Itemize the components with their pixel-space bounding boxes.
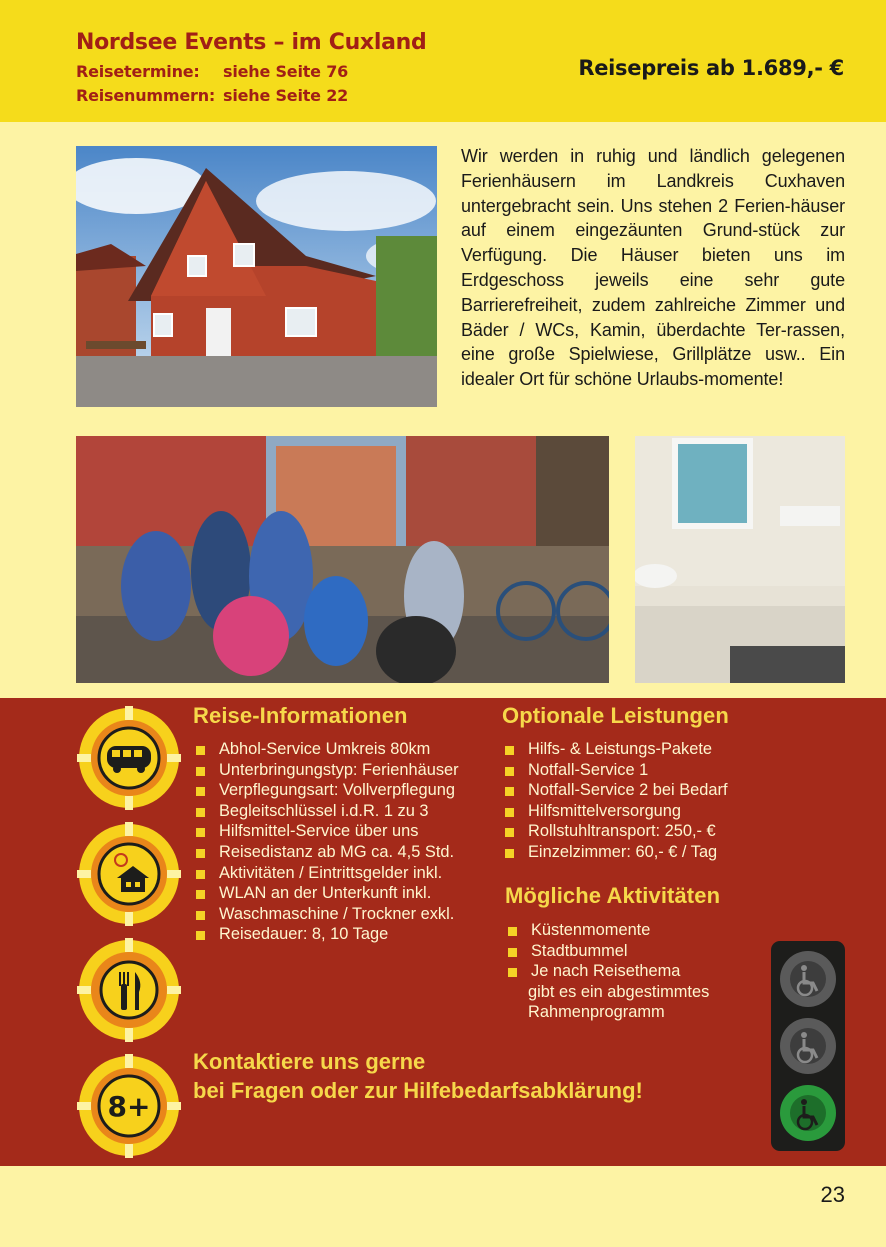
list-item: Hilfsmittel-Service über uns bbox=[196, 821, 459, 842]
bathroom-photo bbox=[635, 436, 845, 683]
list-item: Hilfsmittelversorgung bbox=[505, 801, 728, 822]
travel-dates-value: siehe Seite 76 bbox=[223, 62, 349, 81]
list-item: Einzelzimmer: 60,- € / Tag bbox=[505, 842, 728, 863]
list-item: Begleitschlüssel i.d.R. 1 zu 3 bbox=[196, 801, 459, 822]
list-item: Reisedistanz ab MG ca. 4,5 Std. bbox=[196, 842, 459, 863]
list-item: Je nach Reisethema bbox=[508, 961, 709, 982]
bus-icon bbox=[77, 706, 181, 810]
wheelchair-icon bbox=[780, 951, 836, 1007]
travel-dates-label: Reisetermine: bbox=[76, 62, 200, 81]
contact-message bbox=[193, 1047, 643, 1105]
age-icon bbox=[77, 1054, 181, 1158]
travel-numbers-value: siehe Seite 22 bbox=[223, 86, 349, 105]
activities-list bbox=[508, 920, 709, 1023]
list-item: Reisedauer: 8, 10 Tage bbox=[196, 924, 459, 945]
list-item: Abhol-Service Umkreis 80km bbox=[196, 739, 459, 760]
list-item: Küstenmomente bbox=[508, 920, 709, 941]
activities-title: Mögliche Aktivitäten bbox=[505, 883, 721, 908]
optional-title: Optionale Leistungen bbox=[502, 703, 729, 728]
page-title: Nordsee Events – im Cuxland bbox=[76, 30, 427, 55]
accessibility-indicator bbox=[771, 941, 845, 1151]
optional-list bbox=[505, 739, 728, 863]
reise-info-title: Reise-Informationen bbox=[193, 703, 408, 728]
travel-dates bbox=[76, 62, 349, 81]
list-item: Aktivitäten / Eintrittsgelder inkl. bbox=[196, 863, 459, 884]
fork-knife-icon bbox=[77, 938, 181, 1042]
travel-numbers bbox=[76, 86, 349, 105]
list-item-continued: gibt es ein abgestimmtes bbox=[528, 982, 710, 1001]
list-item: Notfall-Service 1 bbox=[505, 760, 728, 781]
list-item: WLAN an der Unterkunft inkl. bbox=[196, 883, 459, 904]
reise-info-list bbox=[196, 739, 459, 945]
age-label: 8+ bbox=[107, 1090, 151, 1123]
intro-paragraph: Wir werden in ruhig und ländlich gelegenen Ferienhäusern im Landkreis Cuxhaven untergebracht sein. Uns stehen 2 Ferien-häuser auf einem eingezäunten Grund-stück zur Verfügung. Die Häuser bieten uns im Erdgeschoss jeweils eine sehr gute Barrierefreiheit, zudem zahlreiche Zimmer und Bäder / WCs, Kamin, überdachte Ter-rassen, eine große Spielwiese, Grillplätze usw.. Ein idealer Ort für schöne Urlaubs-momente! bbox=[461, 146, 845, 390]
list-item: Unterbringungstyp: Ferienhäuser bbox=[196, 760, 459, 781]
list-item-continued: Rahmenprogramm bbox=[528, 1003, 665, 1022]
list-item: Rollstuhltransport: 250,- € bbox=[505, 821, 728, 842]
list-item: Notfall-Service 2 bei Bedarf bbox=[505, 780, 728, 801]
list-item: Verpflegungsart: Vollverpflegung bbox=[196, 780, 459, 801]
contact-line-2: bei Fragen oder zur Hilfebedarfsabklärung! bbox=[193, 1078, 643, 1103]
page-number: 23 bbox=[820, 1182, 845, 1207]
price-label: Reisepreis ab 1.689,- € bbox=[578, 56, 844, 80]
house-sun-icon bbox=[77, 822, 181, 926]
group-photo bbox=[76, 436, 609, 683]
list-item: Hilfs- & Leistungs-Pakete bbox=[505, 739, 728, 760]
travel-numbers-label: Reisenummern: bbox=[76, 86, 216, 105]
wheelchair-icon bbox=[780, 1018, 836, 1074]
house-photo bbox=[76, 146, 437, 407]
contact-line-1: Kontaktiere uns gerne bbox=[193, 1049, 426, 1074]
list-item: Waschmaschine / Trockner exkl. bbox=[196, 904, 459, 925]
list-item: Stadtbummel bbox=[508, 941, 709, 962]
wheelchair-icon bbox=[780, 1085, 836, 1141]
